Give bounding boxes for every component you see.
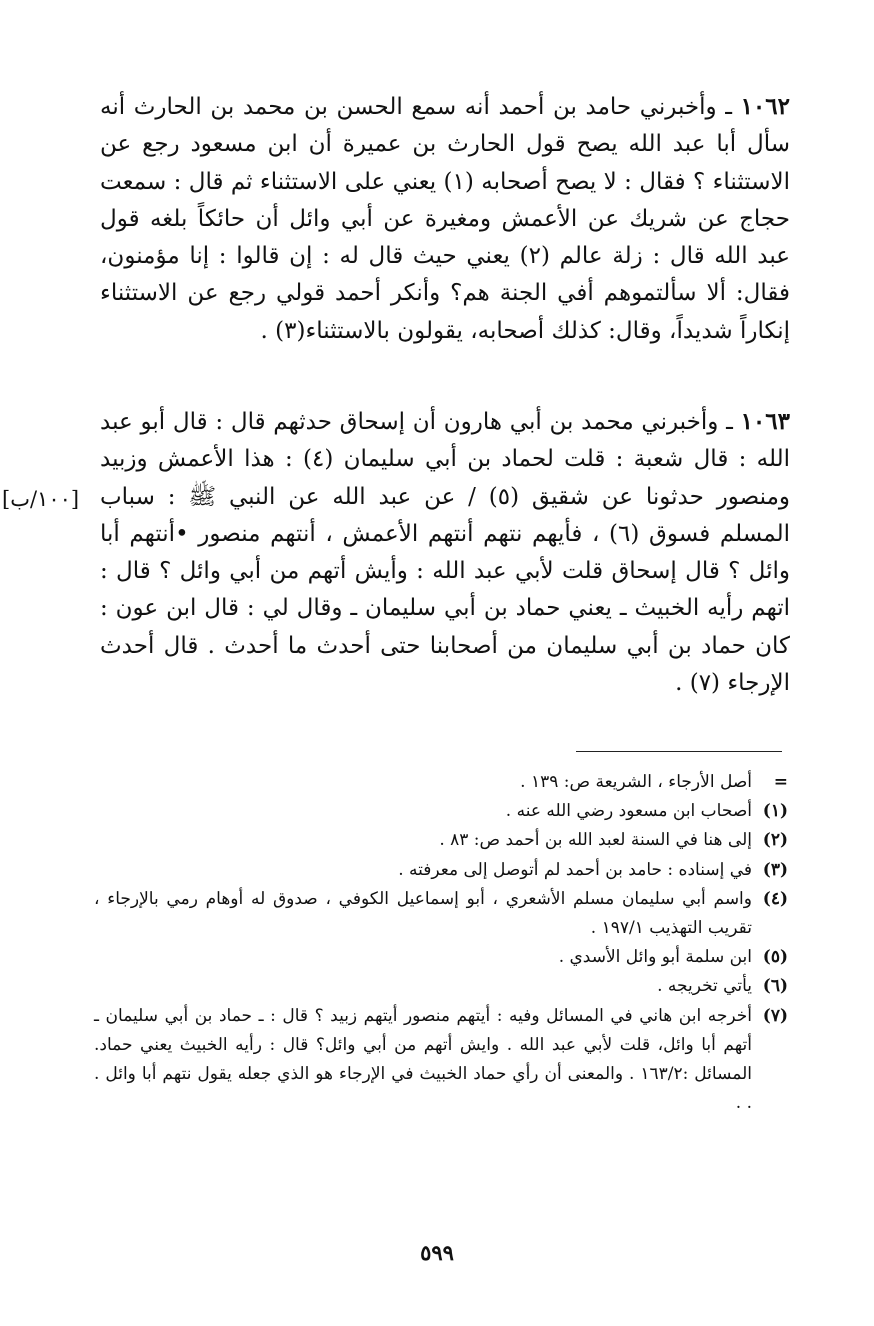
- footnote-3: [94, 856, 788, 885]
- entry-number: ١٠٦٣: [740, 408, 790, 435]
- entry-number: ١٠٦٢: [740, 93, 790, 120]
- entry-1063: [100, 403, 790, 702]
- footnote-text: أصل الأرجاء ، الشريعة ص: ١٣٩ .: [520, 772, 752, 792]
- footnote-mark: (٧): [762, 1005, 788, 1026]
- footnote-mark: (١): [762, 801, 788, 822]
- footnote-mark: (٦): [762, 976, 788, 997]
- manuscript-folio-reference: [١٠٠/ب]: [2, 487, 80, 511]
- footnote-text: في إسناده : حامد بن أحمد لم أتوصل إلى معرفته .: [398, 859, 752, 880]
- entry-text: ـ وأخبرني حامد بن أحمد أنه سمع الحسن بن محمد بن الحارث أنه سأل أبا عبد الله يصح قول الحارث بن عميرة أن ابن مسعود رجع عن الاستثناء ؟ فقال : لا يصح أصحابه (١) يعني على الاستثناء ثم قال : سمعت حجاج عن شريك عن الأعمش ومغيرة عن أبي وائل أن حائكاً بلغه قول عبد الله قال : زلة عالم (٢) يعني حيث قال له : إن قالوا : إنا مؤمنون، فقال: ألا سألتموهم أفي الجنة هم؟ وأنكر أحمد قولي رجع عن الاستثناء إنكاراً شديداً، وقال: كذلك أصحابه، يقولون بالاستثناء(٣) .: [100, 94, 790, 344]
- footnote-6: [94, 972, 788, 1001]
- footnote-text: واسم أبي سليمان مسلم الأشعري ، أبو إسماعيل الكوفي ، صدوق له أوهام رمي بالإرجاء ، تقريب التهذيب ١٩٧/١ .: [94, 888, 752, 939]
- footnote-mark: (٥): [762, 947, 788, 968]
- footnote-text: أصحاب ابن مسعود رضي الله عنه .: [505, 801, 752, 822]
- footnote-mark: =: [773, 772, 788, 792]
- footnote-text: يأتي تخريجه .: [657, 976, 752, 997]
- footnote-mark: (٢): [762, 830, 788, 851]
- footnote-7: [94, 1002, 788, 1119]
- entry-1062: [100, 88, 790, 350]
- footnote-4: [94, 885, 788, 943]
- footnote-mark: (٤): [762, 888, 788, 909]
- footnote-text: أخرجه ابن هاني في المسائل وفيه : أيتهم منصور أيتهم زبيد ؟ قال : ـ حماد بن أبي سليمان ـ أتهم أبا وائل، قلت لأبي عبد الله . وايش أتهم من أبي وائل؟ قال : رأيه الخبيث يعني حماد. المسائل :١٦٣/٢ . والمعنى أن رأي حماد الخبيث في الإرجاء هو الذي جعله يقول نتهم أبا وائل . . .: [94, 1005, 752, 1114]
- footnote-divider: [576, 751, 782, 752]
- footnote-5: [94, 943, 788, 972]
- footnote-mark: (٣): [762, 859, 788, 880]
- footnote-text: ابن سلمة أبو وائل الأسدي .: [558, 947, 752, 968]
- footnote-continuation: [94, 768, 788, 797]
- page-number: ٥٩٩: [420, 1240, 454, 1265]
- footnotes: [94, 768, 788, 1118]
- footnote-2: [94, 826, 788, 855]
- footnote-1: [94, 797, 788, 826]
- footnote-text: إلى هنا في السنة لعبد الله بن أحمد ص: ٨٣ .: [439, 830, 752, 851]
- entry-text: ـ وأخبرني محمد بن أبي هارون أن إسحاق حدثهم قال : قال أبو عبد الله : قال شعبة : قلت لحماد بن أبي سليمان (٤) : هذا الأعمش وزبيد ومنصور حدثونا عن شقيق (٥) / عن عبد الله عن النبي ﷺ : سباب المسلم فسوق (٦) ، فأيهم نتهم أنتهم الأعمش ، أنتهم منصور •أنتهم أبا وائل ؟ قال إسحاق قلت لأبي عبد الله : وأيش أتهم من أبي وائل ؟ قال : اتهم رأيه الخبيث ـ يعني حماد بن أبي سليمان ـ وقال لي : قال ابن عون : كان حماد بن أبي سليمان من أصحابنا حتى أحدث ما أحدث . قال أحدث الإرجاء (٧) .: [100, 409, 791, 697]
